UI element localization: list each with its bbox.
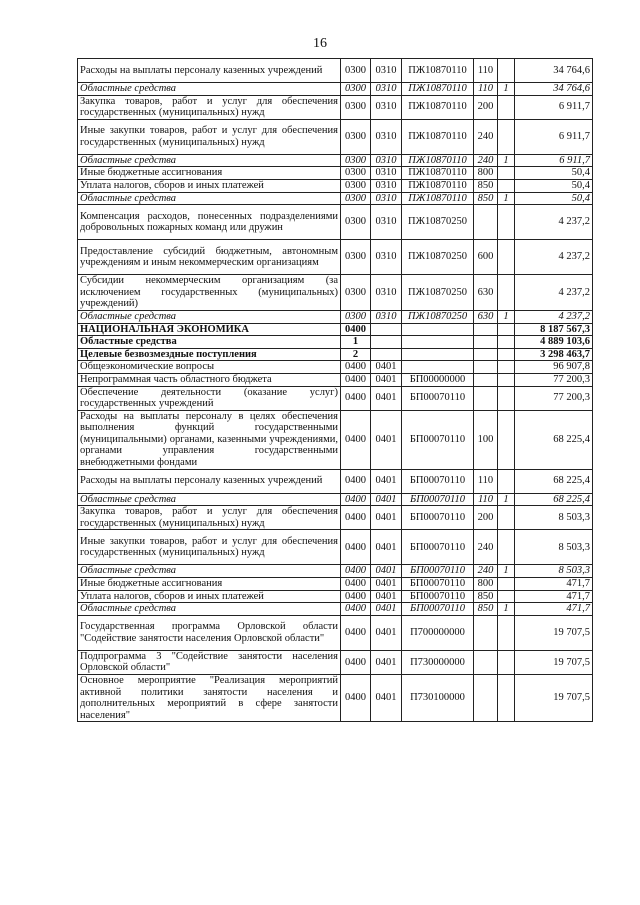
funding-source-cell — [498, 179, 515, 192]
subsection-code-cell: 0401 — [371, 565, 402, 578]
table-row — [78, 179, 593, 192]
expense-type-cell: 200 — [474, 506, 498, 530]
section-code-cell: 0300 — [341, 119, 371, 154]
row-name-cell: Иные бюджетные ассигнования — [78, 167, 341, 180]
funding-source-cell — [498, 275, 515, 311]
target-article-cell — [402, 323, 474, 336]
target-article-cell: ПЖ10870110 — [402, 167, 474, 180]
amount-cell: 96 907,8 — [515, 361, 593, 374]
table-row — [78, 192, 593, 205]
expense-type-cell — [474, 205, 498, 240]
subsection-code-cell — [371, 336, 402, 349]
table-row — [78, 590, 593, 603]
table-row — [78, 675, 593, 722]
section-code-cell: 0300 — [341, 192, 371, 205]
target-article-cell: П730100000 — [402, 675, 474, 722]
table-row — [78, 167, 593, 180]
subsection-code-cell: 0401 — [371, 675, 402, 722]
funding-source-cell — [498, 615, 515, 650]
table-row — [78, 361, 593, 374]
section-code-cell: 0400 — [341, 323, 371, 336]
row-name-cell: Расходы на выплаты персоналу в целях обеспечения выполнения функций государственными (муниципальными) органами, казенными учреждениями, органами управления государственными внебюджетными фондами — [78, 410, 341, 469]
section-code-cell: 0300 — [341, 205, 371, 240]
amount-cell: 4 889 103,6 — [515, 336, 593, 349]
subsection-code-cell: 0310 — [371, 179, 402, 192]
target-article-cell: БП00070110 — [402, 578, 474, 591]
amount-cell: 6 911,7 — [515, 95, 593, 119]
row-name-cell: Иные закупки товаров, работ и услуг для обеспечения государственных (муниципальных) нужд — [78, 119, 341, 154]
expense-type-cell: 240 — [474, 530, 498, 565]
section-code-cell: 1 — [341, 336, 371, 349]
section-code-cell: 0300 — [341, 275, 371, 311]
expense-type-cell — [474, 336, 498, 349]
target-article-cell: БП00070110 — [402, 530, 474, 565]
funding-source-cell: 1 — [498, 192, 515, 205]
expense-type-cell: 240 — [474, 154, 498, 167]
row-name-cell: Расходы на выплаты персоналу казенных учреждений — [78, 59, 341, 83]
table-row — [78, 578, 593, 591]
row-name-cell: Областные средства — [78, 192, 341, 205]
subsection-code-cell: 0310 — [371, 275, 402, 311]
funding-source-cell — [498, 506, 515, 530]
row-name-cell: Непрограммная часть областного бюджета — [78, 373, 341, 386]
row-name-cell: НАЦИОНАЛЬНАЯ ЭКОНОМИКА — [78, 323, 341, 336]
table-row — [78, 650, 593, 674]
subsection-code-cell: 0401 — [371, 530, 402, 565]
funding-source-cell: 1 — [498, 603, 515, 616]
expense-type-cell: 600 — [474, 240, 498, 275]
table-row — [78, 348, 593, 361]
subsection-code-cell: 0401 — [371, 578, 402, 591]
section-code-cell: 0300 — [341, 95, 371, 119]
target-article-cell: ПЖ10870250 — [402, 275, 474, 311]
funding-source-cell: 1 — [498, 83, 515, 96]
subsection-code-cell: 0401 — [371, 469, 402, 493]
target-article-cell: П700000000 — [402, 615, 474, 650]
row-name-cell: Иные закупки товаров, работ и услуг для обеспечения государственных (муниципальных) нужд — [78, 530, 341, 565]
amount-cell: 471,7 — [515, 590, 593, 603]
subsection-code-cell: 0310 — [371, 167, 402, 180]
section-code-cell: 0400 — [341, 650, 371, 674]
funding-source-cell — [498, 59, 515, 83]
row-name-cell: Субсидии некоммерческим организациям (за исключением государственных (муниципальных) учреждений) — [78, 275, 341, 311]
funding-source-cell — [498, 361, 515, 374]
target-article-cell: ПЖ10870110 — [402, 179, 474, 192]
expense-type-cell: 240 — [474, 565, 498, 578]
target-article-cell: БП00000000 — [402, 373, 474, 386]
expense-type-cell: 850 — [474, 603, 498, 616]
expense-type-cell: 110 — [474, 59, 498, 83]
section-code-cell: 0300 — [341, 59, 371, 83]
row-name-cell: Областные средства — [78, 154, 341, 167]
amount-cell: 3 298 463,7 — [515, 348, 593, 361]
funding-source-cell — [498, 240, 515, 275]
subsection-code-cell — [371, 323, 402, 336]
section-code-cell: 0300 — [341, 83, 371, 96]
amount-cell: 19 707,5 — [515, 650, 593, 674]
budget-table — [77, 58, 593, 722]
target-article-cell: ПЖ10870250 — [402, 310, 474, 323]
target-article-cell: ПЖ10870110 — [402, 119, 474, 154]
funding-source-cell — [498, 336, 515, 349]
expense-type-cell — [474, 675, 498, 722]
funding-source-cell — [498, 205, 515, 240]
subsection-code-cell: 0310 — [371, 83, 402, 96]
subsection-code-cell: 0310 — [371, 310, 402, 323]
target-article-cell: БП00070110 — [402, 565, 474, 578]
section-code-cell: 2 — [341, 348, 371, 361]
section-code-cell: 0400 — [341, 410, 371, 469]
table-row — [78, 565, 593, 578]
funding-source-cell — [498, 578, 515, 591]
expense-type-cell — [474, 650, 498, 674]
row-name-cell: Областные средства — [78, 565, 341, 578]
table-row — [78, 154, 593, 167]
subsection-code-cell — [371, 348, 402, 361]
target-article-cell: ПЖ10870250 — [402, 240, 474, 275]
subsection-code-cell: 0310 — [371, 240, 402, 275]
funding-source-cell — [498, 675, 515, 722]
amount-cell: 8 503,3 — [515, 530, 593, 565]
amount-cell: 34 764,6 — [515, 59, 593, 83]
row-name-cell: Государственная программа Орловской области "Содействие занятости населения Орловской области" — [78, 615, 341, 650]
expense-type-cell: 630 — [474, 275, 498, 311]
section-code-cell: 0400 — [341, 565, 371, 578]
amount-cell: 50,4 — [515, 179, 593, 192]
table-row — [78, 469, 593, 493]
subsection-code-cell: 0401 — [371, 506, 402, 530]
subsection-code-cell: 0310 — [371, 205, 402, 240]
table-row — [78, 205, 593, 240]
expense-type-cell: 110 — [474, 493, 498, 506]
row-name-cell: Целевые безвозмездные поступления — [78, 348, 341, 361]
expense-type-cell — [474, 361, 498, 374]
table-row — [78, 275, 593, 311]
funding-source-cell — [498, 95, 515, 119]
section-code-cell: 0300 — [341, 154, 371, 167]
table-row — [78, 336, 593, 349]
section-code-cell: 0400 — [341, 361, 371, 374]
target-article-cell: П730000000 — [402, 650, 474, 674]
row-name-cell: Областные средства — [78, 493, 341, 506]
table-row — [78, 240, 593, 275]
amount-cell: 4 237,2 — [515, 275, 593, 311]
expense-type-cell — [474, 323, 498, 336]
subsection-code-cell: 0401 — [371, 615, 402, 650]
target-article-cell: БП00070110 — [402, 410, 474, 469]
section-code-cell: 0400 — [341, 615, 371, 650]
row-name-cell: Общеэкономические вопросы — [78, 361, 341, 374]
row-name-cell: Подпрограмма 3 "Содействие занятости населения Орловской области" — [78, 650, 341, 674]
amount-cell: 471,7 — [515, 578, 593, 591]
row-name-cell: Областные средства — [78, 83, 341, 96]
target-article-cell: ПЖ10870110 — [402, 83, 474, 96]
subsection-code-cell: 0401 — [371, 373, 402, 386]
funding-source-cell — [498, 373, 515, 386]
funding-source-cell: 1 — [498, 310, 515, 323]
funding-source-cell: 1 — [498, 493, 515, 506]
row-name-cell: Областные средства — [78, 603, 341, 616]
section-code-cell: 0400 — [341, 373, 371, 386]
table-row — [78, 603, 593, 616]
expense-type-cell: 630 — [474, 310, 498, 323]
subsection-code-cell: 0401 — [371, 493, 402, 506]
page-number: 16 — [313, 36, 327, 51]
table-row — [78, 119, 593, 154]
row-name-cell: Уплата налогов, сборов и иных платежей — [78, 179, 341, 192]
funding-source-cell — [498, 469, 515, 493]
funding-source-cell — [498, 323, 515, 336]
amount-cell: 68 225,4 — [515, 410, 593, 469]
table-row — [78, 323, 593, 336]
target-article-cell: БП00070110 — [402, 506, 474, 530]
subsection-code-cell: 0401 — [371, 386, 402, 410]
table-row — [78, 493, 593, 506]
amount-cell: 77 200,3 — [515, 386, 593, 410]
subsection-code-cell: 0401 — [371, 590, 402, 603]
subsection-code-cell: 0310 — [371, 154, 402, 167]
amount-cell: 6 911,7 — [515, 154, 593, 167]
table-row — [78, 83, 593, 96]
row-name-cell: Расходы на выплаты персоналу казенных учреждений — [78, 469, 341, 493]
amount-cell: 471,7 — [515, 603, 593, 616]
target-article-cell — [402, 336, 474, 349]
section-code-cell: 0400 — [341, 506, 371, 530]
funding-source-cell — [498, 119, 515, 154]
table-row — [78, 386, 593, 410]
section-code-cell: 0300 — [341, 310, 371, 323]
expense-type-cell: 110 — [474, 469, 498, 493]
section-code-cell: 0400 — [341, 493, 371, 506]
expense-type-cell: 850 — [474, 179, 498, 192]
section-code-cell: 0400 — [341, 675, 371, 722]
expense-type-cell: 240 — [474, 119, 498, 154]
amount-cell: 19 707,5 — [515, 615, 593, 650]
expense-type-cell — [474, 615, 498, 650]
amount-cell: 68 225,4 — [515, 469, 593, 493]
table-row — [78, 310, 593, 323]
subsection-code-cell: 0310 — [371, 59, 402, 83]
target-article-cell: БП00070110 — [402, 469, 474, 493]
amount-cell: 4 237,2 — [515, 310, 593, 323]
row-name-cell: Обеспечение деятельности (оказание услуг) государственных учреждений — [78, 386, 341, 410]
subsection-code-cell: 0310 — [371, 95, 402, 119]
target-article-cell: БП00070110 — [402, 590, 474, 603]
subsection-code-cell: 0401 — [371, 603, 402, 616]
target-article-cell: БП00070110 — [402, 603, 474, 616]
expense-type-cell — [474, 373, 498, 386]
amount-cell: 8 503,3 — [515, 506, 593, 530]
amount-cell: 4 237,2 — [515, 205, 593, 240]
row-name-cell: Основное мероприятие "Реализация мероприятий активной политики занятости населения и дополнительных мероприятий в сфере занятости населения" — [78, 675, 341, 722]
funding-source-cell — [498, 348, 515, 361]
funding-source-cell — [498, 410, 515, 469]
section-code-cell: 0400 — [341, 578, 371, 591]
amount-cell: 50,4 — [515, 192, 593, 205]
expense-type-cell: 850 — [474, 192, 498, 205]
subsection-code-cell: 0310 — [371, 192, 402, 205]
target-article-cell: ПЖ10870110 — [402, 154, 474, 167]
target-article-cell: ПЖ10870110 — [402, 59, 474, 83]
target-article-cell: ПЖ10870250 — [402, 205, 474, 240]
section-code-cell: 0300 — [341, 179, 371, 192]
row-name-cell: Иные бюджетные ассигнования — [78, 578, 341, 591]
subsection-code-cell: 0401 — [371, 410, 402, 469]
funding-source-cell — [498, 590, 515, 603]
funding-source-cell: 1 — [498, 154, 515, 167]
amount-cell: 19 707,5 — [515, 675, 593, 722]
expense-type-cell: 200 — [474, 95, 498, 119]
expense-type-cell — [474, 348, 498, 361]
section-code-cell: 0300 — [341, 167, 371, 180]
subsection-code-cell: 0401 — [371, 650, 402, 674]
funding-source-cell — [498, 650, 515, 674]
subsection-code-cell: 0401 — [371, 361, 402, 374]
row-name-cell: Компенсация расходов, понесенных подразделениями добровольных пожарных команд или дружин — [78, 205, 341, 240]
amount-cell: 8 503,3 — [515, 565, 593, 578]
funding-source-cell — [498, 386, 515, 410]
amount-cell: 4 237,2 — [515, 240, 593, 275]
expense-type-cell: 800 — [474, 167, 498, 180]
table-row — [78, 615, 593, 650]
table-row — [78, 95, 593, 119]
row-name-cell: Областные средства — [78, 310, 341, 323]
row-name-cell: Уплата налогов, сборов и иных платежей — [78, 590, 341, 603]
expense-type-cell: 800 — [474, 578, 498, 591]
row-name-cell: Закупка товаров, работ и услуг для обеспечения государственных (муниципальных) нужд — [78, 95, 341, 119]
expense-type-cell — [474, 386, 498, 410]
target-article-cell: БП00070110 — [402, 493, 474, 506]
section-code-cell: 0400 — [341, 530, 371, 565]
target-article-cell — [402, 361, 474, 374]
section-code-cell: 0400 — [341, 386, 371, 410]
section-code-cell: 0400 — [341, 469, 371, 493]
table-row — [78, 506, 593, 530]
row-name-cell: Закупка товаров, работ и услуг для обеспечения государственных (муниципальных) нужд — [78, 506, 341, 530]
section-code-cell: 0300 — [341, 240, 371, 275]
expense-type-cell: 850 — [474, 590, 498, 603]
subsection-code-cell: 0310 — [371, 119, 402, 154]
target-article-cell — [402, 348, 474, 361]
funding-source-cell — [498, 167, 515, 180]
amount-cell: 6 911,7 — [515, 119, 593, 154]
target-article-cell: ПЖ10870110 — [402, 192, 474, 205]
table-row — [78, 410, 593, 469]
section-code-cell: 0400 — [341, 590, 371, 603]
amount-cell: 8 187 567,3 — [515, 323, 593, 336]
amount-cell: 68 225,4 — [515, 493, 593, 506]
target-article-cell: ПЖ10870110 — [402, 95, 474, 119]
amount-cell: 77 200,3 — [515, 373, 593, 386]
section-code-cell: 0400 — [341, 603, 371, 616]
expense-type-cell: 110 — [474, 83, 498, 96]
funding-source-cell — [498, 530, 515, 565]
target-article-cell: БП00070110 — [402, 386, 474, 410]
funding-source-cell: 1 — [498, 565, 515, 578]
table-row — [78, 59, 593, 83]
expense-type-cell: 100 — [474, 410, 498, 469]
row-name-cell: Областные средства — [78, 336, 341, 349]
table-row — [78, 530, 593, 565]
amount-cell: 34 764,6 — [515, 83, 593, 96]
amount-cell: 50,4 — [515, 167, 593, 180]
row-name-cell: Предоставление субсидий бюджетным, автономным учреждениям и иным некоммерческим организациям — [78, 240, 341, 275]
table-row — [78, 373, 593, 386]
